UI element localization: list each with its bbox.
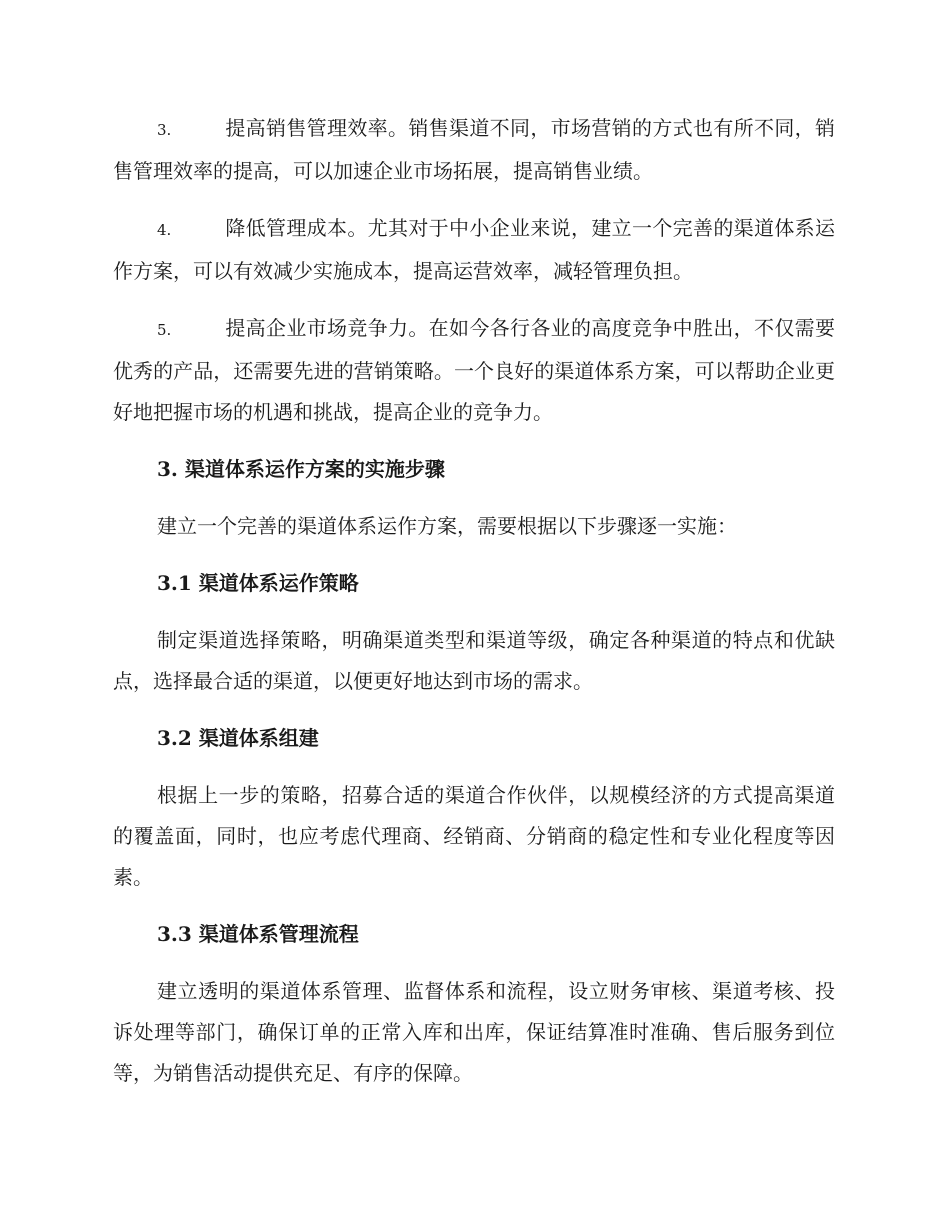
list-item-text: 提高销售管理效率。销售渠道不同，市场营销的方式也有所不同，销售管理效率的提高，可以加速企业市场拓展，提高销售业绩。	[113, 116, 835, 183]
section-heading-3-2: 3.2 渠道体系组建	[157, 726, 319, 750]
list-item-3	[113, 108, 835, 192]
section-heading-3: 3. 渠道体系运作方案的实施步骤	[157, 457, 445, 481]
section-heading-3-3: 3.3 渠道体系管理流程	[157, 922, 359, 946]
list-number: 3.	[157, 121, 172, 139]
section-heading-3-1: 3.1 渠道体系运作策略	[157, 571, 359, 595]
section-3-1-body: 制定渠道选择策略，明确渠道类型和渠道等级，确定各种渠道的特点和优缺点，选择最合适的渠道，以便更好地达到市场的需求。	[113, 628, 835, 693]
section-3-2-body: 根据上一步的策略，招募合适的渠道合作伙伴，以规模经济的方式提高渠道的覆盖面，同时，也应考虑代理商、经销商、分销商的稳定性和专业化程度等因素。	[113, 783, 835, 889]
list-item-text: 提高企业市场竞争力。在如今各行各业的高度竞争中胜出，不仅需要优秀的产品，还需要先进的营销策略。一个良好的渠道体系方案，可以帮助企业更好地把握市场的机遇和挑战，提高企业的竞争力。	[113, 316, 835, 424]
list-item-4	[113, 208, 835, 292]
list-number: 4.	[157, 221, 172, 239]
list-number: 5.	[157, 321, 172, 339]
document-body	[113, 108, 835, 1110]
list-item-5	[113, 308, 835, 433]
section-3-intro: 建立一个完善的渠道体系运作方案，需要根据以下步骤逐一实施：	[157, 514, 737, 538]
list-item-text: 降低管理成本。尤其对于中小企业来说，建立一个完善的渠道体系运作方案，可以有效减少实施成本，提高运营效率，减轻管理负担。	[113, 216, 835, 283]
section-3-3-body: 建立透明的渠道体系管理、监督体系和流程，设立财务审核、渠道考核、投诉处理等部门，确保订单的正常入库和出库，保证结算准时准确、售后服务到位等，为销售活动提供充足、有序的保障。	[113, 979, 835, 1085]
